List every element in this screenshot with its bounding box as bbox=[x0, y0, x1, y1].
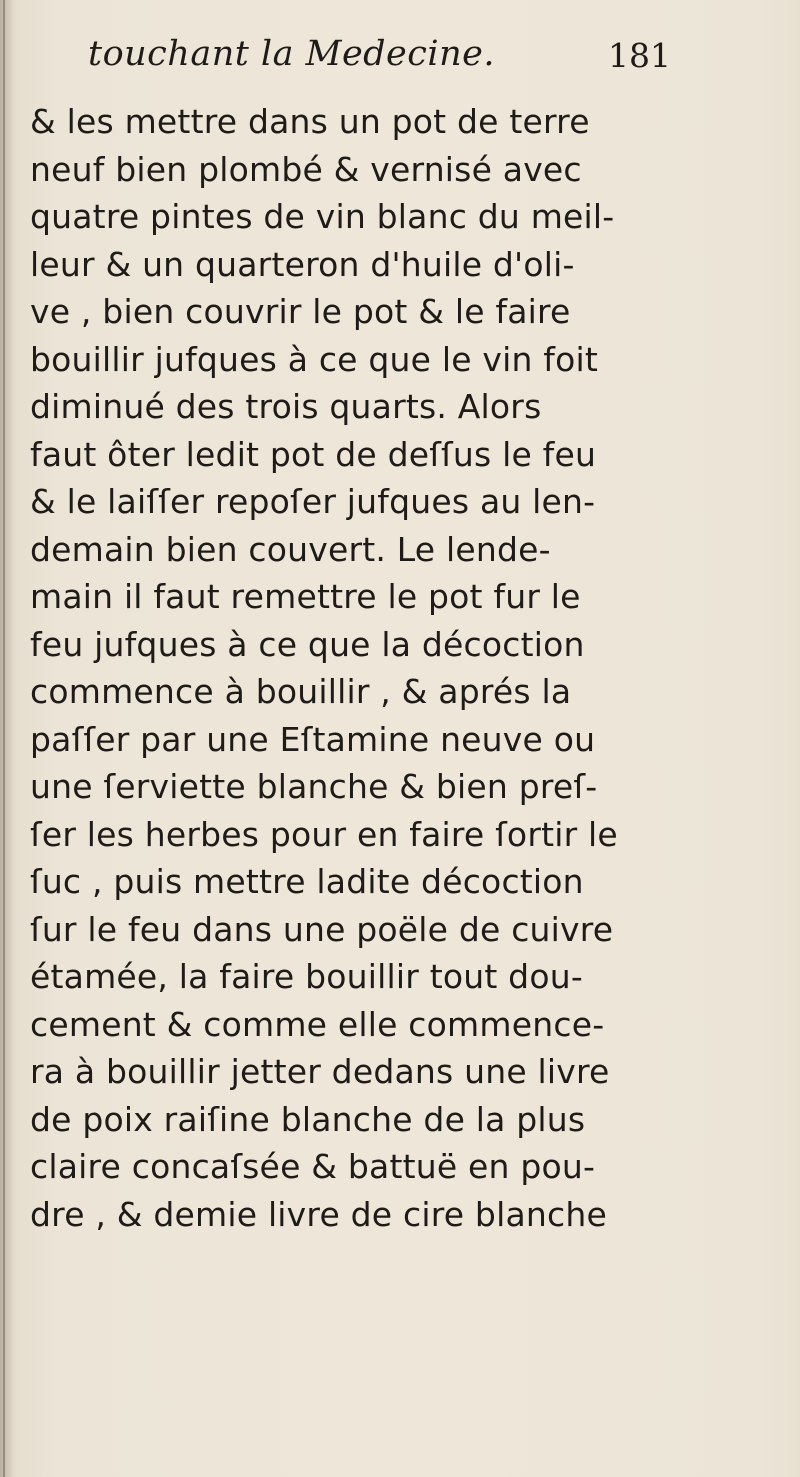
page-number: 181 bbox=[608, 36, 671, 75]
text-line: neuf bien plombé & vernisé avec bbox=[30, 149, 582, 189]
text-line: de poix raiſine blanche de la plus bbox=[30, 1099, 586, 1139]
binding-edge bbox=[3, 0, 5, 1477]
text-line: ve , bien couvrir le pot & le faire bbox=[30, 292, 571, 331]
text-line: cement & comme elle commence- bbox=[30, 1004, 605, 1044]
text-line: main il faut remettre le pot fur le bbox=[30, 577, 581, 616]
text-line: bouillir jufques à ce que le vin foit bbox=[30, 339, 599, 379]
text-line: quatre pintes de vin blanc du meil- bbox=[30, 197, 615, 236]
text-line: faut ôter ledit pot de deſſus le feu bbox=[30, 434, 597, 474]
text-line: une ſerviette blanche & bien preſ- bbox=[30, 767, 598, 806]
text-line: diminué des trois quarts. Alors bbox=[30, 387, 542, 426]
text-line: ſuc , puis mettre ladite décoction bbox=[30, 862, 584, 901]
text-line: commence à bouillir , & aprés la bbox=[30, 672, 572, 711]
text-line: étamée, la faire bouillir tout dou- bbox=[30, 957, 583, 996]
text-line: ſer les herbes pour en faire ſortir le bbox=[30, 814, 618, 854]
text-line: demain bien couvert. Le lende- bbox=[30, 529, 551, 569]
text-line: paſſer par une Eſtamine neuve ou bbox=[30, 719, 596, 759]
text-line: & le laiſſer repoſer jufques au len- bbox=[30, 482, 596, 521]
body-text bbox=[30, 98, 770, 1238]
text-line: dre , & demie livre de cire blanche bbox=[30, 1194, 607, 1234]
text-line: ra à bouillir jetter dedans une livre bbox=[30, 1052, 610, 1091]
page-header bbox=[88, 34, 688, 94]
running-head: touchant la Medecine. bbox=[88, 34, 495, 74]
text-line: feu jufques à ce que la décoction bbox=[30, 624, 585, 664]
text-line: ſur le feu dans une poële de cuivre bbox=[30, 909, 614, 949]
text-line: leur & un quarteron d'huile d'oli- bbox=[30, 244, 575, 284]
text-line: claire concaſsée & battuë en pou- bbox=[30, 1147, 596, 1186]
text-line: & les mettre dans un pot de terre bbox=[30, 102, 590, 141]
